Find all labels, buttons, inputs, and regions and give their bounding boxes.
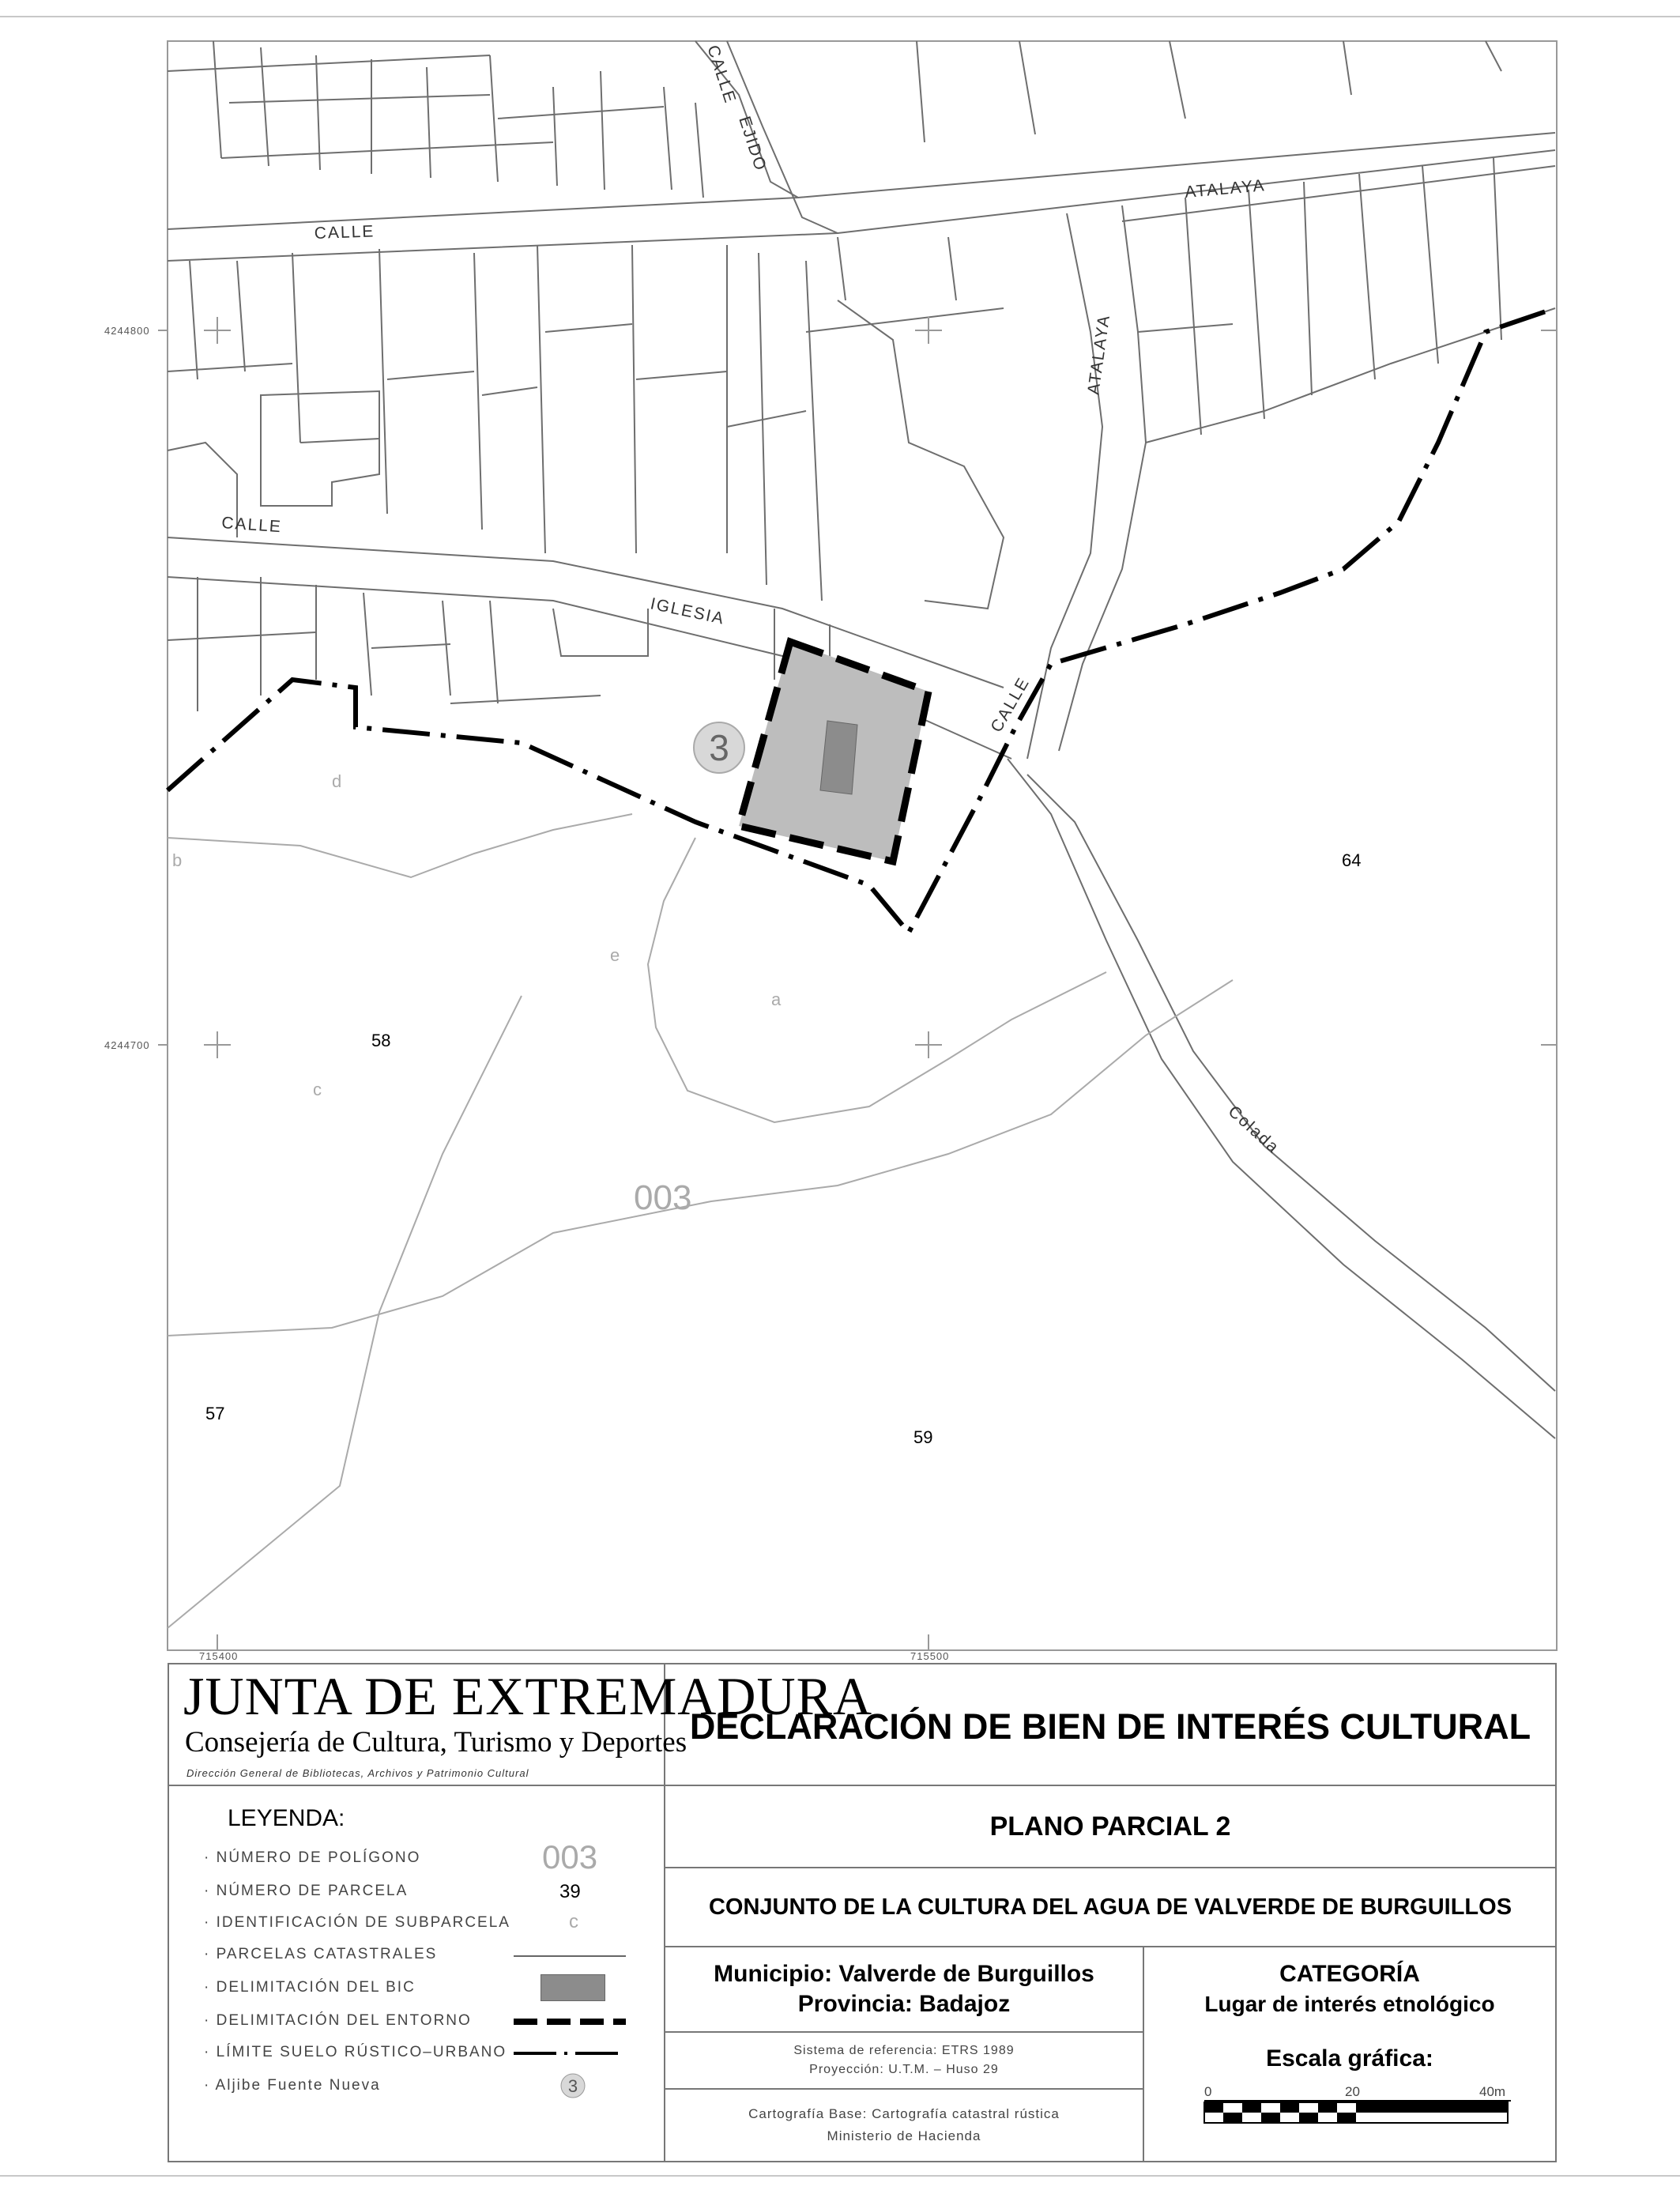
subparcel-a: a [771, 990, 782, 1009]
street-label-calle-top: CALLE [314, 222, 375, 243]
street-label-colada: Colada [1224, 1102, 1283, 1158]
subparcel-c: c [313, 1080, 322, 1099]
subparcel-d: d [332, 771, 342, 791]
coord-y-south: 4244700 [104, 1039, 150, 1051]
location-block [665, 1947, 1143, 2031]
parcel-number-57: 57 [205, 1404, 225, 1423]
legend-item-rustic-urban: · LÍMITE SUELO RÚSTICO–URBANO [204, 2044, 507, 2060]
block [168, 41, 703, 198]
grid-crosshairs [158, 317, 1557, 1650]
street-label-calle-middle: CALLE [220, 514, 283, 537]
category-block [1144, 1947, 1555, 2031]
reference-system: Sistema de referencia: ETRS 1989 [793, 2044, 1015, 2057]
department: Consejería de Cultura, Turismo y Deportes [185, 1726, 687, 1759]
block [806, 261, 1004, 609]
ensemble-title: CONJUNTO DE LA CULTURA DEL AGUA DE VALVERDE DE BURGUILLOS [708, 1894, 1512, 1920]
street-label-calle-ejido-2: EJIDO [735, 114, 770, 174]
ministry: Ministerio de Hacienda [827, 2128, 981, 2143]
category-value: Lugar de interés etnológico [1204, 1992, 1495, 2016]
subparcel-b: b [172, 850, 183, 870]
legend-item-cadastral: · PARCELAS CATASTRALES [204, 1946, 438, 1962]
colada-edge [1027, 775, 1555, 1391]
legend-sample-polygon: 003 [542, 1838, 598, 1875]
plan-title: PLANO PARCIAL 2 [989, 1811, 1231, 1842]
scale-label: Escala gráfica: [1266, 2045, 1433, 2071]
legend-item-parcel: · NÚMERO DE PARCELA [204, 1883, 409, 1899]
street-edge [1059, 205, 1146, 751]
province: Provincia: Badajoz [797, 1991, 1011, 2017]
legend-item-subparcel: · IDENTIFICACIÓN DE SUBPARCELA [204, 1914, 510, 1931]
scale-bar [1201, 2082, 1517, 2131]
rural-lines [168, 814, 1233, 1628]
legend-item-entorno: · DELIMITACIÓN DEL ENTORNO [204, 2012, 472, 2029]
scale-tick-40: 40m [1479, 2084, 1506, 2099]
org-name: JUNTA DE EXTREMADURA [183, 1666, 873, 1726]
legend-item-polygon: · NÚMERO DE POLÍGONO [204, 1849, 421, 1866]
category-label: CATEGORÍA [1279, 1961, 1420, 1987]
legend-sample-subparcel: c [569, 1911, 578, 1932]
reference-block [665, 2033, 1143, 2088]
street-edge [168, 537, 1004, 688]
base-cartography: Cartografía Base: Cartografía catastral rústica [748, 2106, 1060, 2121]
legend-title: LEYENDA: [228, 1805, 345, 1831]
block [168, 632, 601, 703]
street-edge [168, 133, 1555, 229]
block [190, 237, 956, 585]
block [221, 95, 664, 158]
bottom-rule [0, 2175, 1680, 2177]
street-label-iglesia: IGLESIA [648, 594, 727, 628]
divider [168, 1785, 664, 1786]
coord-x-west: 715400 [199, 1650, 239, 1662]
legend-item-aljibe: · Aljibe Fuente Nueva [204, 2077, 381, 2094]
legend-marker-aljibe [559, 2072, 586, 2099]
legend-swatch-bic [541, 1974, 605, 2001]
coord-x-east: 715500 [910, 1650, 950, 1662]
legend-line-cadastral [514, 1955, 626, 1957]
scale-tick-0: 0 [1204, 2084, 1212, 2099]
scale-tick-20: 20 [1345, 2084, 1360, 2099]
street-label-atalaya-vertical: ATALAYA [1084, 313, 1114, 396]
municipality: Municipio: Valverde de Burguillos [714, 1961, 1094, 1987]
street-label-calle-vertical: CALLE [987, 673, 1034, 736]
bic-marker [694, 722, 744, 773]
svg-text:3: 3 [709, 727, 729, 768]
legend-sample-parcel: 39 [559, 1881, 581, 1902]
parcel-number-64: 64 [1342, 850, 1362, 870]
street-edge [1027, 213, 1102, 759]
legend-line-rustic-urban [514, 2045, 626, 2061]
document-title: DECLARACIÓN DE BIEN DE INTERÉS CULTURAL [689, 1706, 1531, 1747]
block [917, 41, 1501, 142]
block [261, 391, 379, 506]
street-label-calle-ejido-1: CALLE [703, 43, 740, 107]
cartography-block [665, 2090, 1143, 2161]
street-label-atalaya-top: ATALAYA [1184, 176, 1267, 202]
projection: Proyección: U.T.M. – Huso 29 [809, 2063, 999, 2076]
svg-text:3: 3 [567, 2076, 578, 2096]
block [1122, 166, 1555, 443]
block [1185, 158, 1501, 435]
legend-line-entorno [514, 2019, 626, 2025]
coord-y-north: 4244800 [104, 325, 150, 337]
subparcel-e: e [610, 945, 620, 965]
colada-edge [1008, 759, 1555, 1438]
street-edge [168, 150, 1555, 261]
polygon-number: 003 [634, 1178, 692, 1217]
legend-item-bic: · DELIMITACIÓN DEL BIC [204, 1979, 416, 1996]
directorate: Dirección General de Bibliotecas, Archivos y Patrimonio Cultural [186, 1767, 529, 1779]
parcel-number-59: 59 [913, 1427, 933, 1447]
parcel-number-58: 58 [371, 1031, 391, 1050]
